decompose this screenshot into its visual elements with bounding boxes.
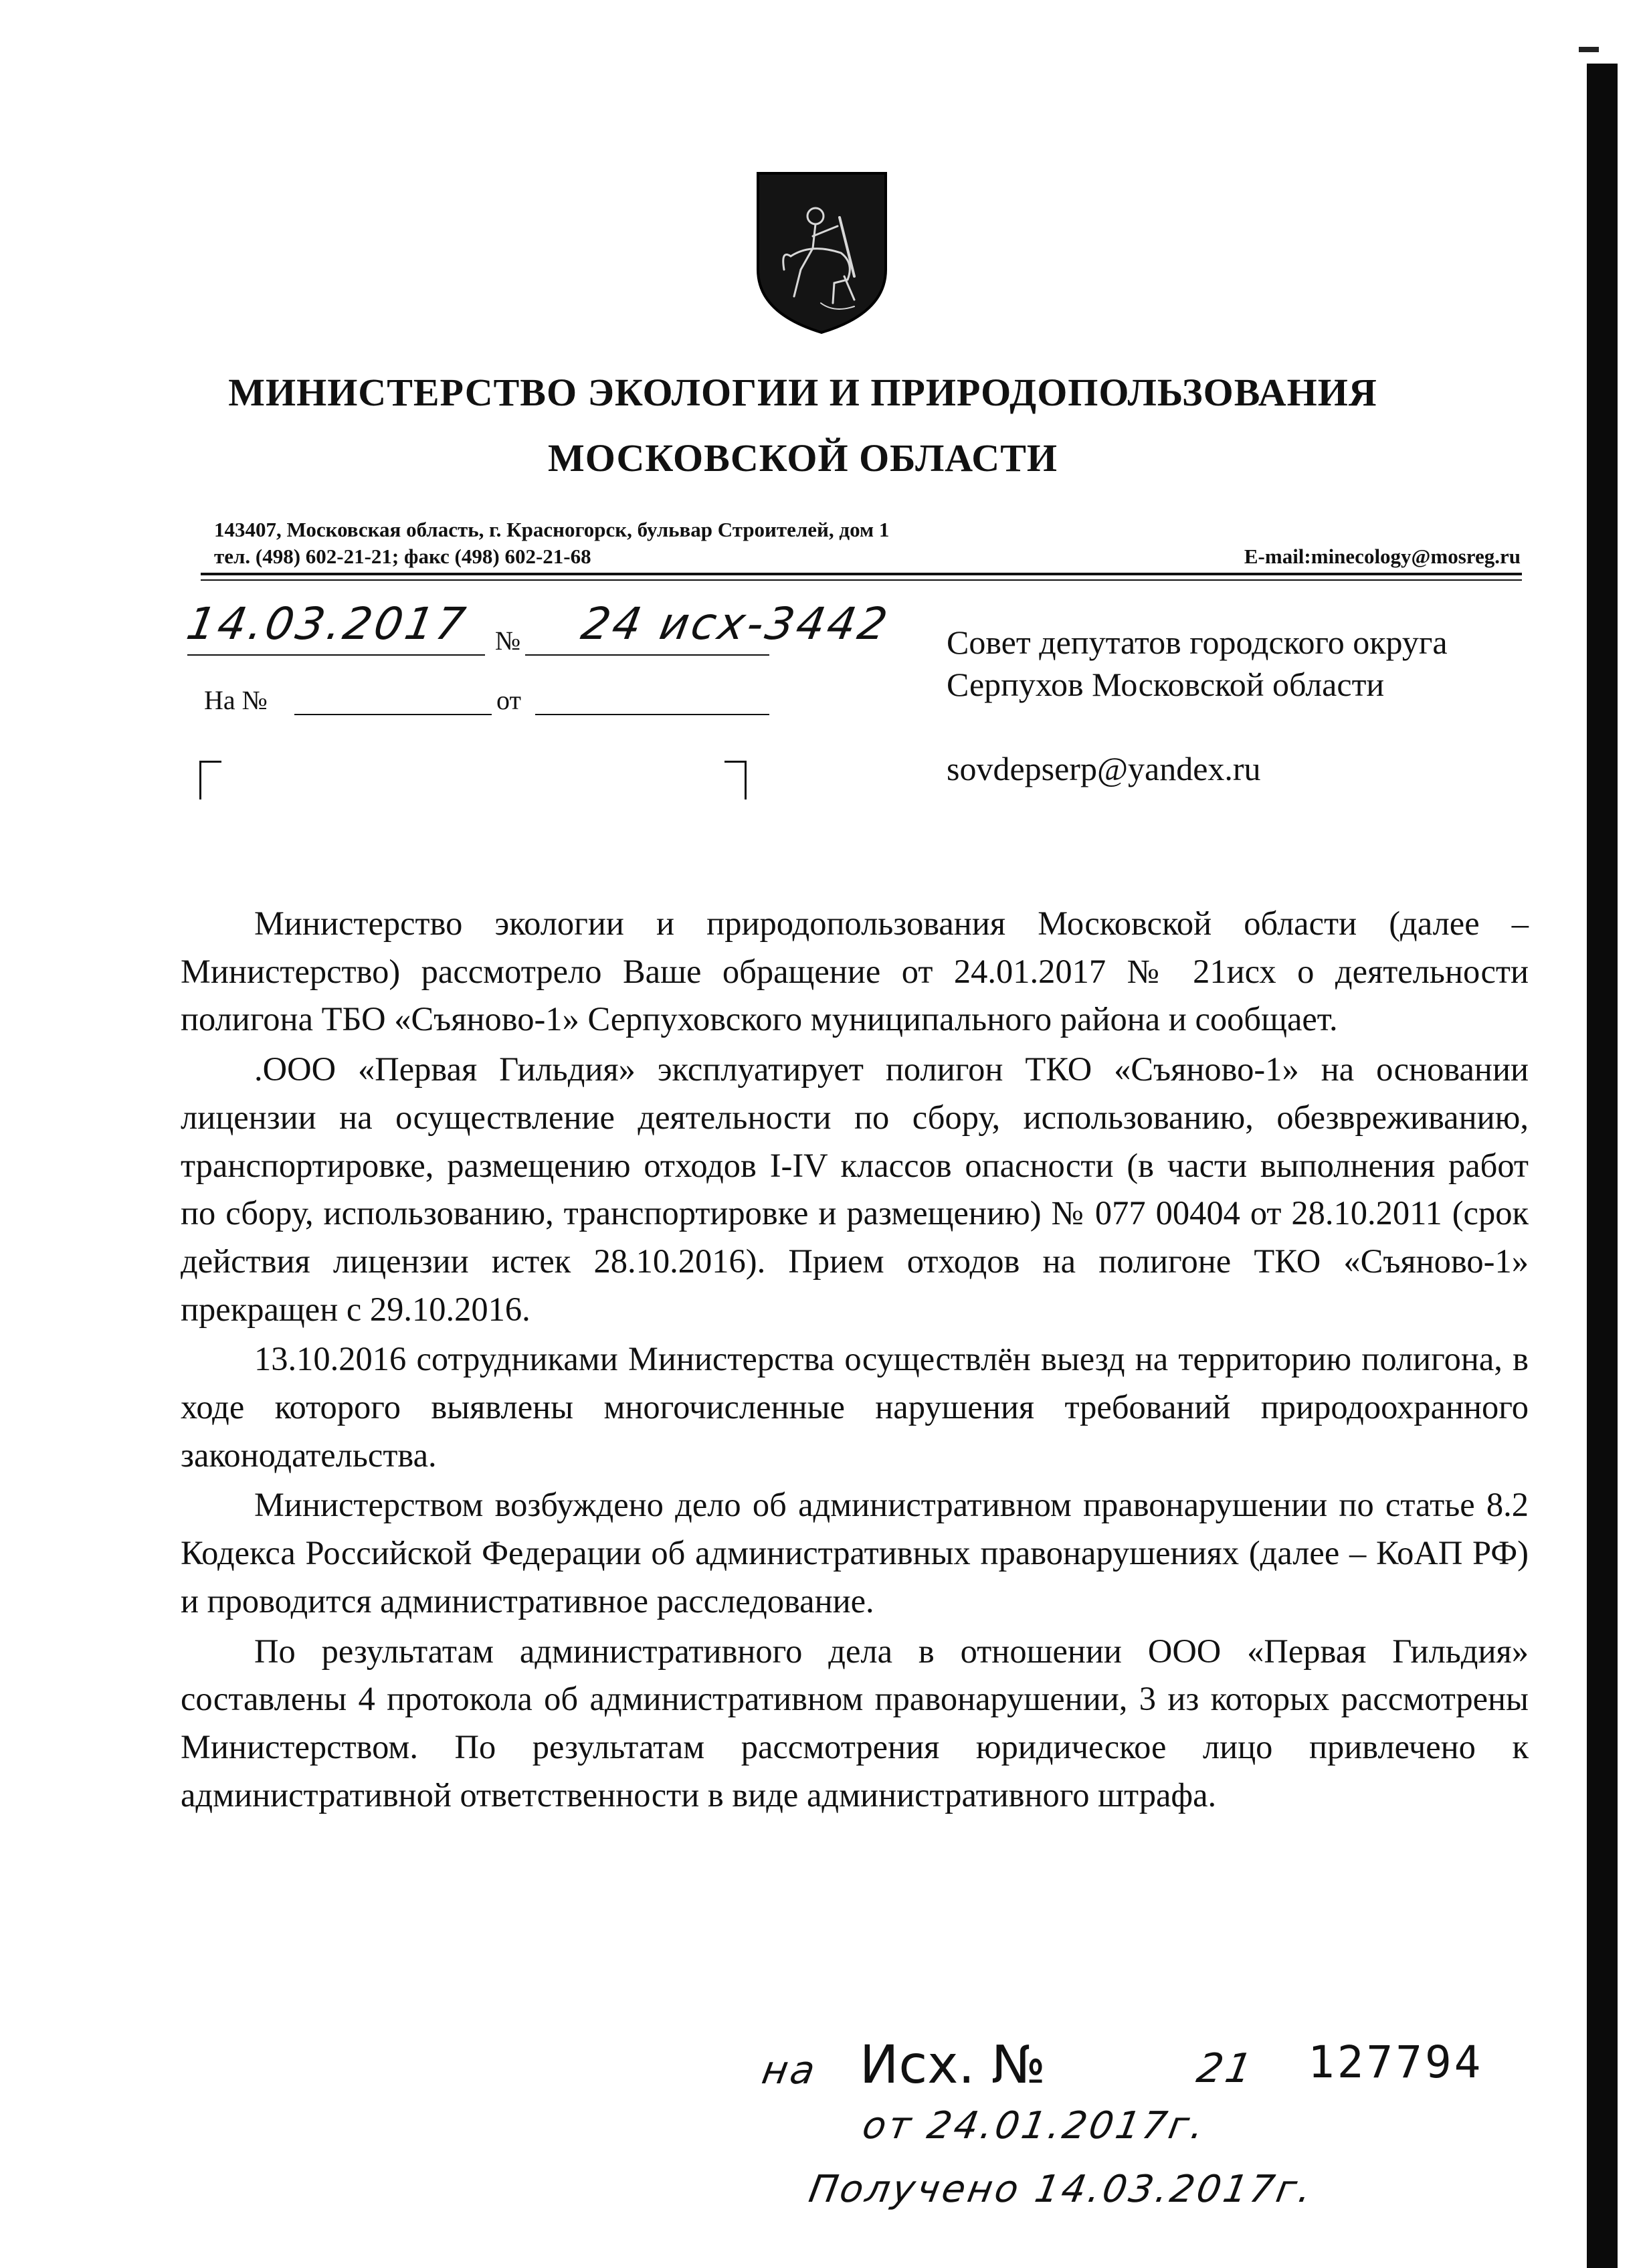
- ministry-email: E-mail:minecology@mosreg.ru: [1244, 545, 1521, 568]
- handwritten-received-note: Получено 14.03.2017г.: [805, 2168, 1318, 2211]
- recipient-line2: Серпухов Московской области: [947, 666, 1385, 703]
- recipient-line1: Совет депутатов городского округа: [947, 624, 1448, 661]
- number-sign: №: [495, 626, 521, 656]
- corner-mark-left: [199, 761, 221, 799]
- letter-body: [181, 900, 1529, 1819]
- scan-edge-shadow: [1587, 64, 1618, 2268]
- from-underline: [535, 714, 769, 715]
- handwritten-ref-number: 21: [1193, 2045, 1258, 2092]
- ministry-title-line2: МОСКОВСКОЙ ОБЛАСТИ: [547, 436, 1058, 480]
- ref-underline: [294, 714, 492, 715]
- body-paragraph-3: 13.10.2016 сотрудниками Министерства осуществлён выезд на территорию полигона, в ходе которого выявлены многочисленные нарушения требований природоохранного законодательства.: [181, 1340, 1529, 1474]
- body-paragraph-5: По результатам административного дела в отношении ООО «Первая Гильдия» составлены 4 протокола об административном правонарушении, 3 из которых рассмотрены Министерством. По результатам рассмотрения юридическое лицо привлечено к административной ответственности в виде административного штрафа.: [181, 1632, 1529, 1814]
- header-rule-thin: [201, 579, 1522, 581]
- handwritten-date: 14.03.2017: [183, 598, 472, 650]
- number-underline: [525, 654, 769, 656]
- handwritten-from-date: от 24.01.2017г.: [859, 2104, 1210, 2148]
- recipient-email: sovdepserp@yandex.ru: [947, 750, 1261, 787]
- ministry-address: 143407, Московская область, г. Красногорск, бульвар Строителей, дом 1: [214, 518, 890, 541]
- ministry-phone-fax: тел. (498) 602-21-21; факс (498) 602-21-68: [214, 545, 591, 568]
- from-label: от: [496, 685, 521, 715]
- body-paragraph-1: Министерство экологии и природопользования Московской области (далее – Министерство) рассмотрело Ваше обращение от 24.01.2017 № 21исх о деятельности полигона ТБО «Съяново-1» Серпуховского муниципального района и сообщает.: [181, 905, 1529, 1038]
- stamp-number: 127794: [1308, 2037, 1484, 2088]
- body-paragraph-4: Министерством возбуждено дело об административном правонарушении по статье 8.2 Кодекса Российской Федерации об административных правонарушениях (далее – КоАП РФ) и проводится административное расследование.: [181, 1486, 1529, 1620]
- corner-mark-right: [724, 761, 747, 799]
- coat-of-arms-icon: [754, 169, 890, 337]
- ministry-title-line1: МИНИСТЕРСТВО ЭКОЛОГИИ И ПРИРОДОПОЛЬЗОВАНИЯ: [228, 371, 1377, 414]
- header-rule-thick: [201, 573, 1522, 575]
- handwritten-na: на: [759, 2047, 821, 2093]
- body-paragraph-2: .ООО «Первая Гильдия» эксплуатирует полигон ТКО «Съяново-1» на основании лицензии на осуществление деятельности по сбору, использованию, обезвреживанию, транспортировке, размещению отходов I-IV классов опасности (в части выполнения работ по сбору, использованию, транспортировке и размещению) № 077 00404 от 28.10.2011 (срок действия лицензии истек 28.10.2016). Прием отходов на полигоне ТКО «Съяново-1» прекращен с 29.10.2016.: [181, 1050, 1529, 1328]
- ref-label: На №: [204, 685, 268, 715]
- stamp-ref-label: Исх. №: [860, 2035, 1046, 2095]
- scan-edge-mark: [1579, 47, 1599, 52]
- date-underline: [187, 654, 485, 656]
- handwritten-outgoing-number: 24 исх-3442: [577, 598, 894, 650]
